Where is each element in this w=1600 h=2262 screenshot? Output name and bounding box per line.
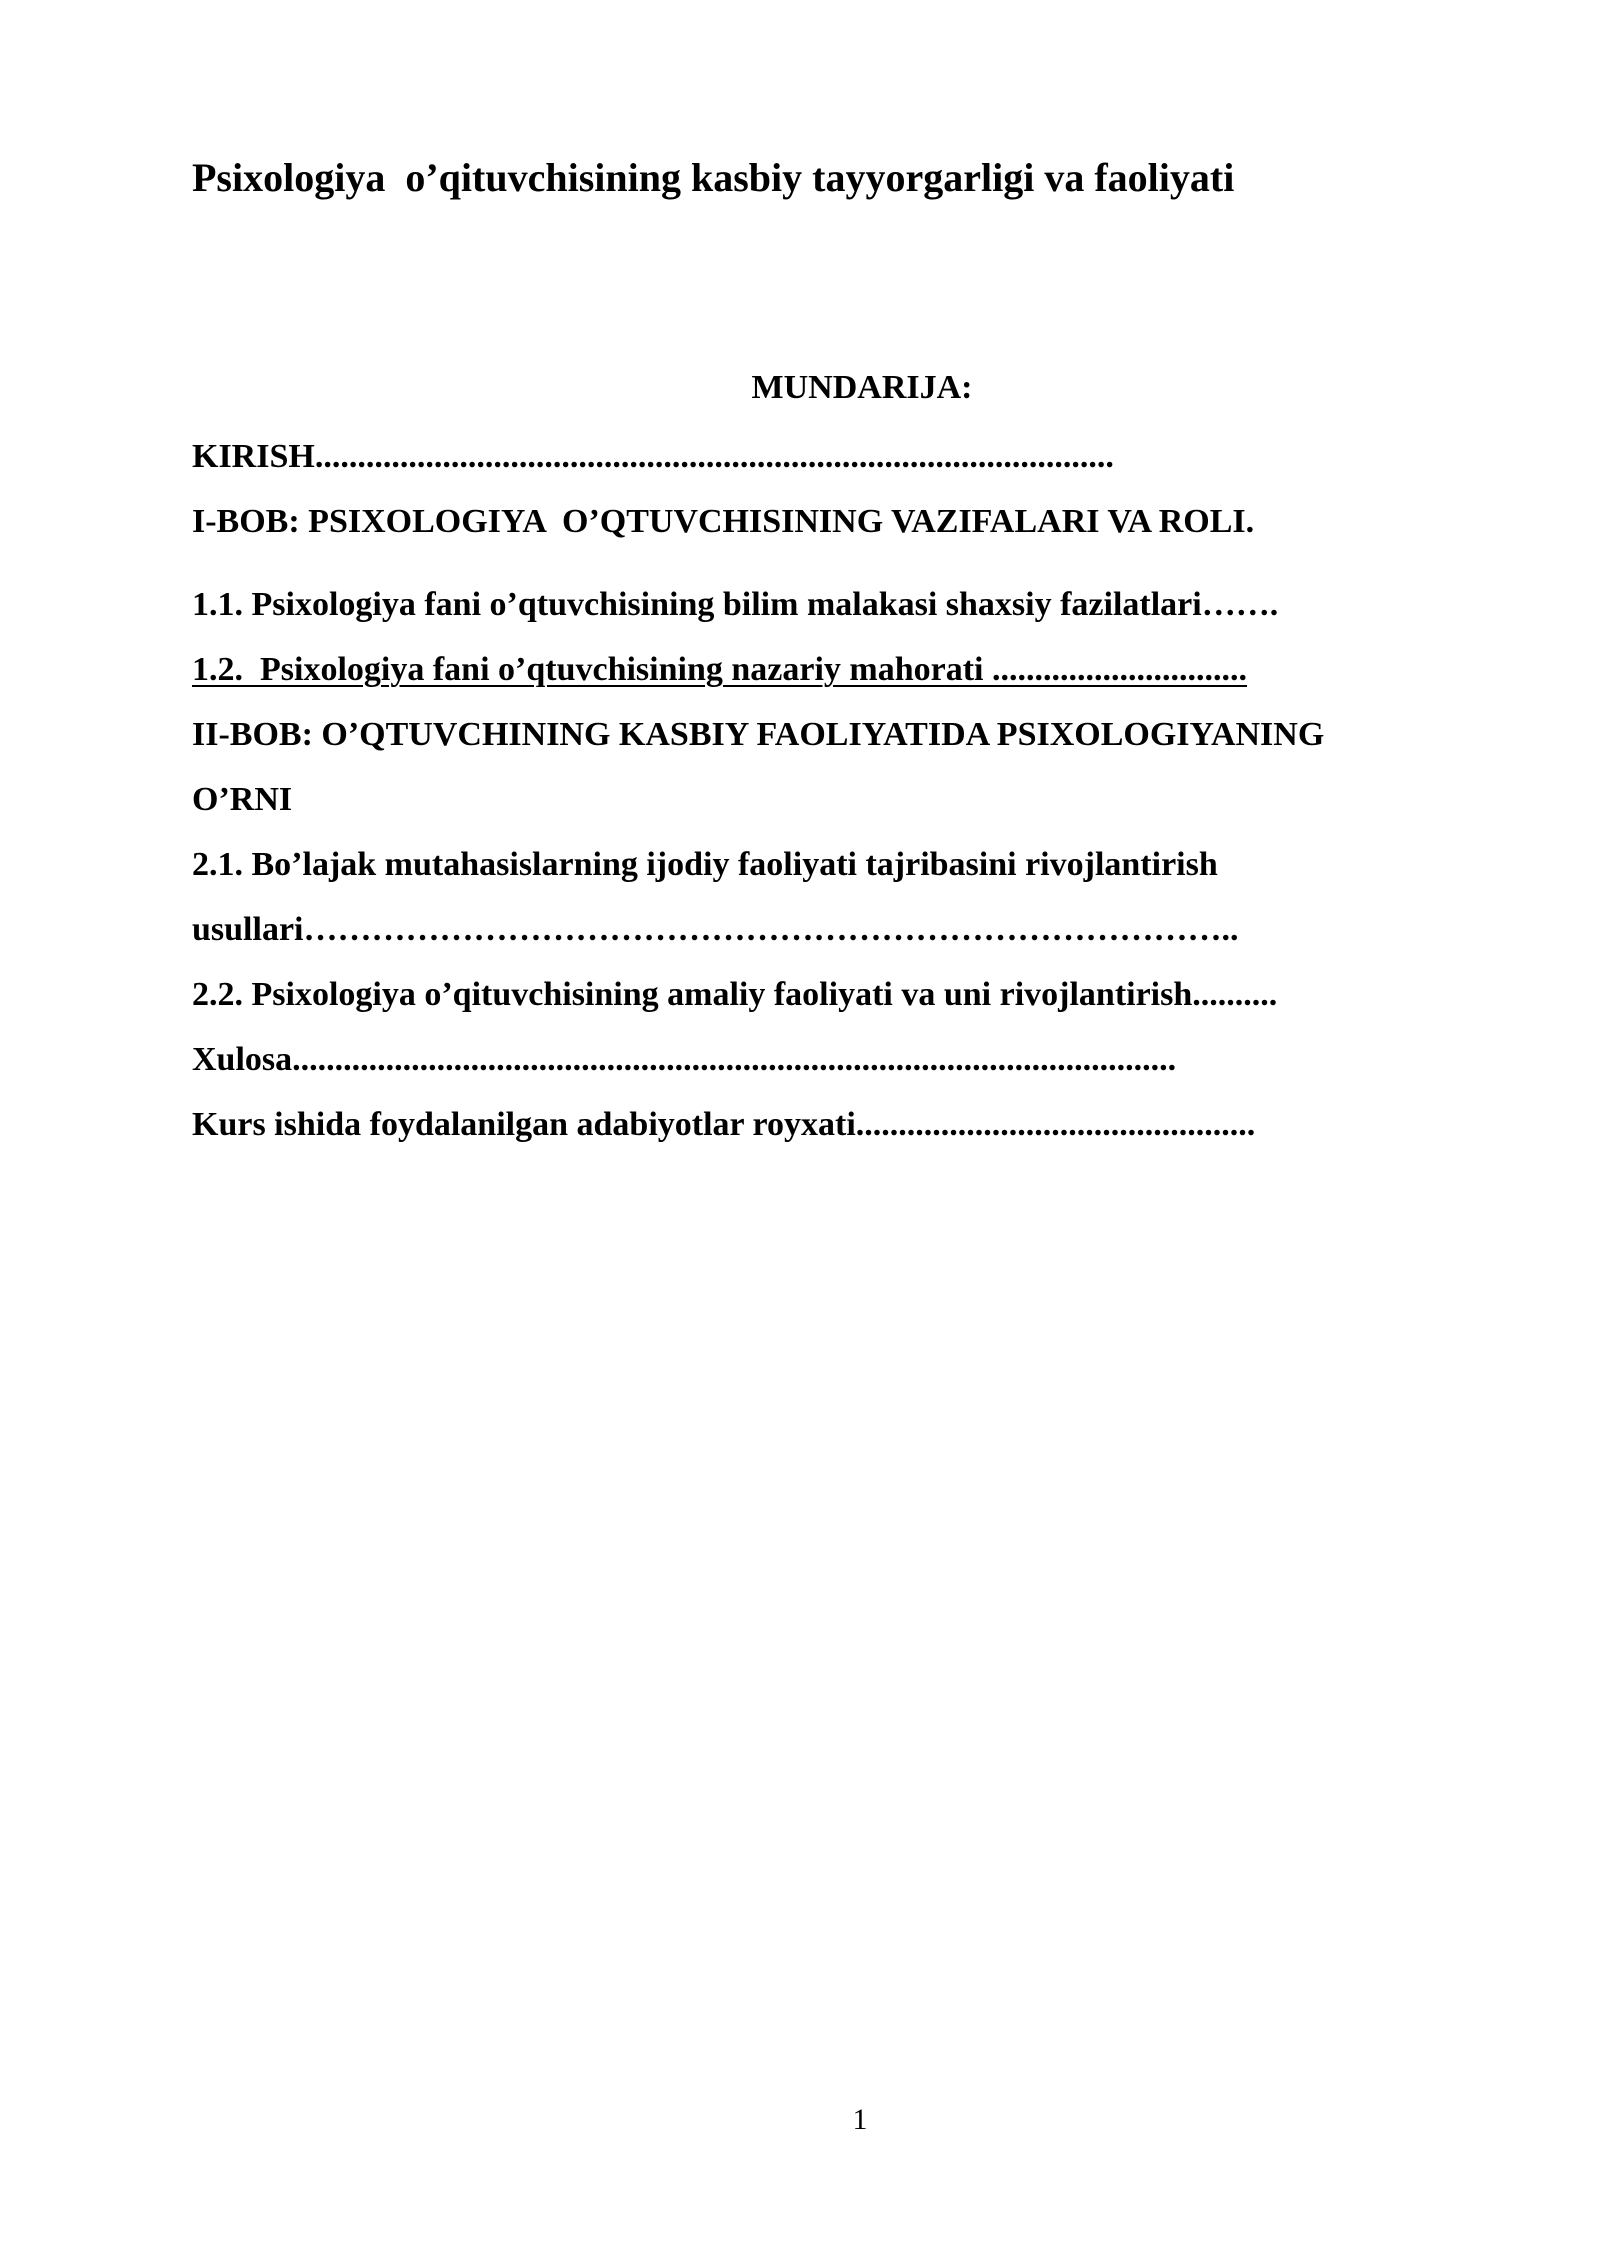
toc-item-section-1-2 [192, 645, 1247, 695]
toc-item-chapter-2: II-BOB: O’QTUVCHINING KASBIY FAOLIYATIDA PSIXOLOGIYANING [192, 716, 1325, 753]
toc-item-section-2-2: 2.2. Psixologiya o’qituvchisining amaliy faoliyati va uni rivojlantirish.......... [192, 976, 1278, 1013]
toc-item-chapter-1: I-BOB: PSIXOLOGIYA O’QTUVCHISINING VAZIFALARI VA ROLI. [192, 503, 1255, 540]
toc-item-chapter-2-continued: O’RNI [192, 781, 293, 818]
toc-heading: MUNDARIJA: [751, 369, 973, 406]
page-number: 1 [852, 2103, 868, 2136]
toc-item-section-1-1: 1.1. Psixologiya fani o’qtuvchisining bilim malakasi shaxsiy fazilatlari……. [192, 586, 1279, 623]
toc-item-references: Kurs ishida foydalanilgan adabiyotlar royxati............................................... [192, 1106, 1256, 1143]
toc-item-section-1-2-text: 1.2. Psixologiya fani o’qtuvchisining nazariy mahorati .............................. [192, 651, 1247, 688]
toc-item-section-2-1-continued: usullari……………………………………………………………………….. [192, 911, 1239, 948]
toc-item-conclusion: Xulosa........................................................................................................ [192, 1041, 1177, 1078]
toc-item-introduction: KIRISH.............................................................................................. [192, 438, 1114, 475]
toc-item-section-2-1: 2.1. Bo’lajak mutahasislarning ijodiy faoliyati tajribasini rivojlantirish [192, 846, 1218, 883]
document-title: Psixologiya o’qituvchisining kasbiy tayyorgarligi va faoliyati [192, 155, 1235, 200]
